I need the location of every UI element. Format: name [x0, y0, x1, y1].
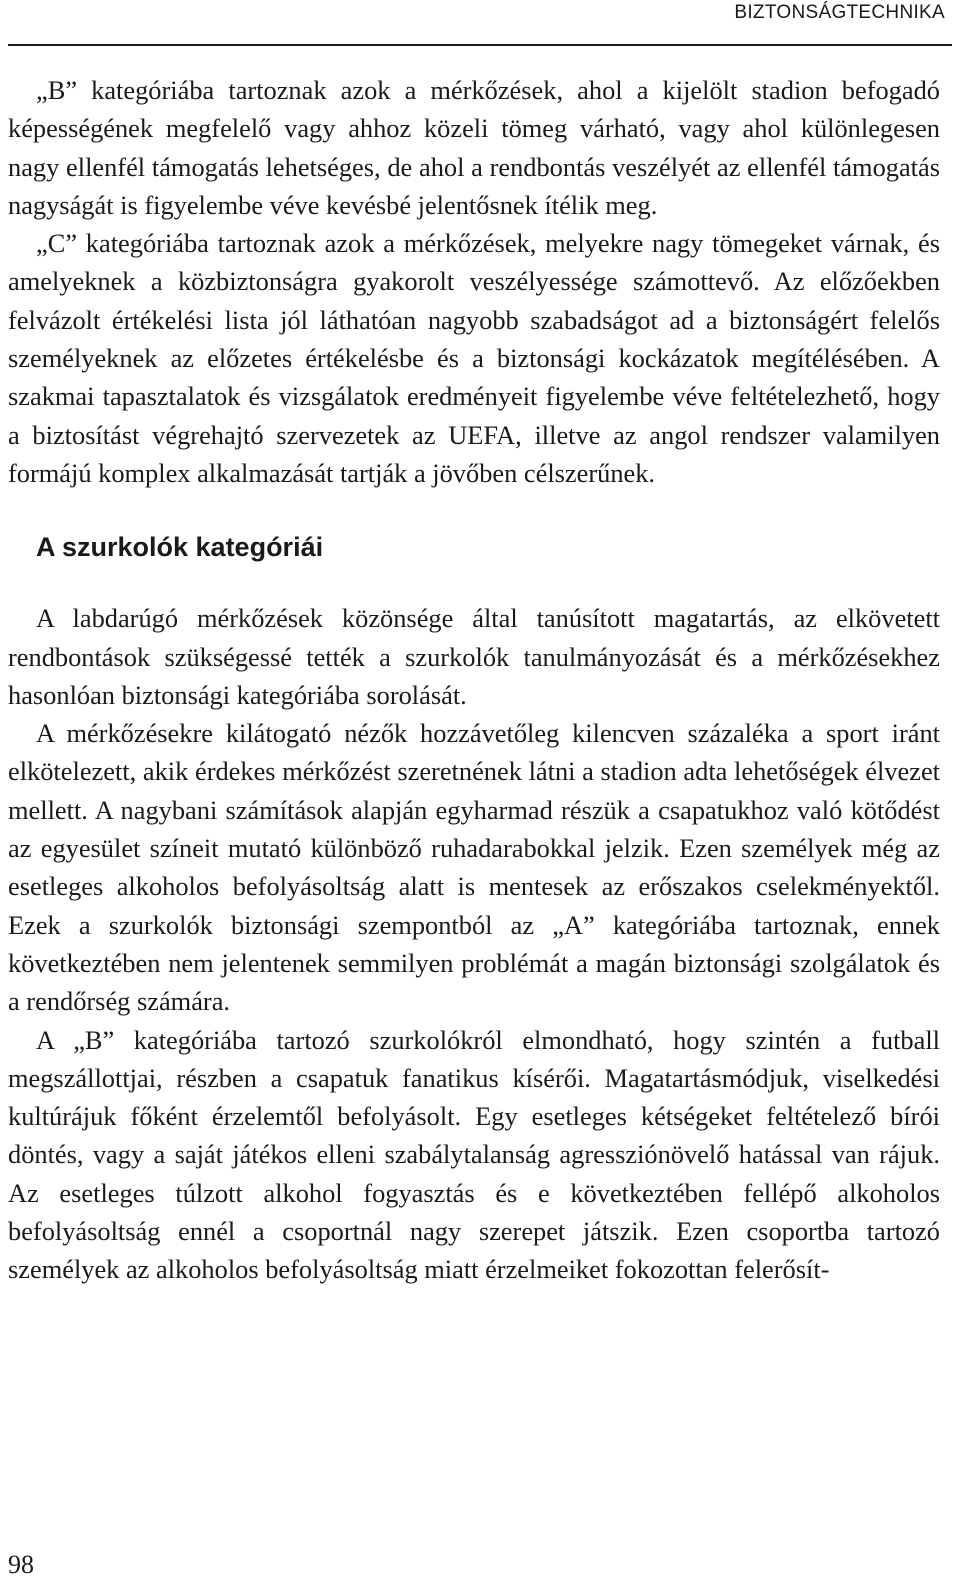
section-heading: A szurkolók kategóriái	[36, 532, 324, 563]
page-body	[8, 71, 940, 1289]
paragraph-fan-behaviour: A labdarúgó mérkőzések közönsége által tanúsított magatartás, az elkövetett rendbontások szükségessé tették a szurkolók tanulmányozását és a mérkőzésekhez hasonlóan biztonsági kategóriába sorolását.	[8, 603, 940, 710]
paragraph-fans-category-b: A „B” kategóriába tartozó szurkolókról elmondható, hogy szintén a futball megszállottjai, részben a csapatuk fanatikus kísérői. Magatartásmódjuk, viselkedési kultúrájuk főként érzelemtől befolyásolt. Egy esetleges kétségeket feltételező bírói döntés, vagy a saját játékos elleni szabálytalanság agressziónövelő hatással van rájuk. Az esetleges túlzott alkohol fogyasztás és e következtében fellépő alkoholos befolyásoltság ennél a csoportnál nagy szerepet játszik. Ezen csoportba tartozó személyek az alkoholos befolyásoltság miatt érzelmeiket fokozottan felerősít-	[8, 1024, 940, 1285]
paragraph-fans-category-a: A mérkőzésekre kilátogató nézők hozzávetőleg kilencven százaléka a sport iránt elkötelezett, akik érdekes mérkőzést szeretnének látni a stadion adta lehetőségek élvezet mellett. A nagybani számítások alapján egyharmad részük a csapatukhoz való kötődést az egyesület színeit mutató különböző ruhadarabokkal jelzik. Ezen személyek még az esetleges alkoholos befolyásoltság alatt is mentesek az erőszakos cselekményektől. Ezek a szurkolók biztonsági szempontból az „A” kategóriába tartoznak, ennek következtében nem jelentenek semmilyen problémát a magán biztonsági szolgálatok és a rendőrség számára.	[8, 718, 940, 1017]
paragraph-category-c: „C” kategóriába tartoznak azok a mérkőzések, melyekre nagy tömegeket várnak, és amelyeknek a közbiztonságra gyakorolt veszélyessége számottevő. Az előzőekben felvázolt értékelési lista jól láthatóan nagyobb szabadságot ad a biztonságért felelős személyeknek az előzetes értékelésbe és a biztonsági kockázatok megítélésében. A szakmai tapasztalatok és vizsgálatok eredményeit figyelembe véve feltételezhető, hogy a biztosítást végrehajtó szervezetek az UEFA, illetve az angol rendszer valamilyen formájú komplex alkalmazását tartják a jövőben célszerűnek.	[8, 228, 940, 488]
running-header: BIZTONSÁGTECHNIKA	[734, 2, 945, 23]
page-number: 98	[8, 1550, 34, 1579]
paragraph-category-b: „B” kategóriába tartoznak azok a mérkőzések, ahol a kijelölt stadion befogadó képességének megfelelő vagy ahhoz közeli tömeg várható, vagy ahol különlegesen nagy ellenfél támogatás lehetséges, de ahol a rendbontás veszélyét az ellenfél támogatás nagyságát is figyelembe véve kevésbé jelentősnek ítélik meg.	[8, 75, 940, 220]
header-rule	[8, 44, 952, 46]
